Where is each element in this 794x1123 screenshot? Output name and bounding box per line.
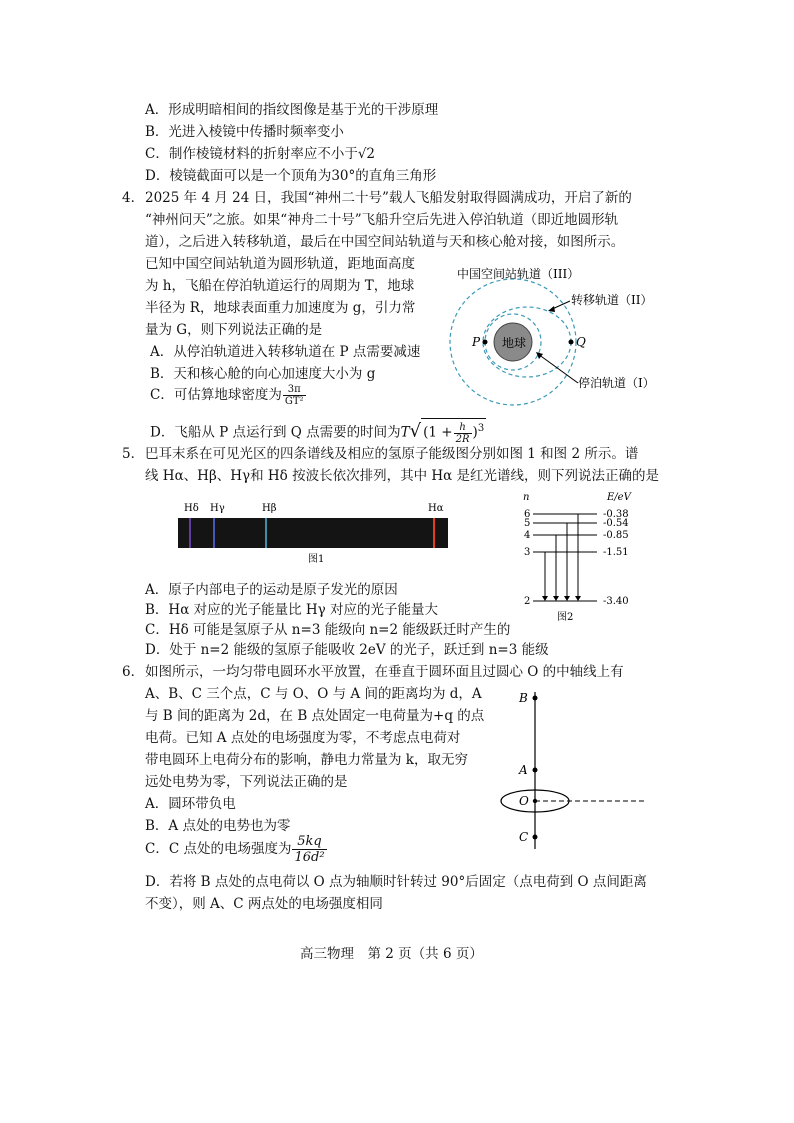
level-n-label: 5 xyxy=(524,518,531,529)
q6-stem-line: 与 B 间的距离为 2d，在 B 点处固定一电荷量为+q 的点 xyxy=(145,708,485,724)
q3-option-c: C．制作棱镜材料的折射率应不小于√2 xyxy=(145,146,376,162)
energy-level-diagram xyxy=(515,488,645,628)
q4-stem-line: 为 h，飞船在停泊轨道运行的周期为 T，地球 xyxy=(145,278,415,294)
point-q xyxy=(569,340,574,345)
field-fraction xyxy=(292,834,326,865)
figure-2-caption: 图2 xyxy=(557,612,574,623)
q4-stem-line: 已知中国空间站轨道为圆形轨道，距地面高度 xyxy=(145,256,415,272)
q5-number: 5． xyxy=(122,446,145,462)
q6-stem-line: 如图所示，一均匀带电圆环水平放置，在垂直于圆环面且过圆心 O 的中轴线上有 xyxy=(145,664,624,680)
h-gamma-label: Hγ xyxy=(210,503,225,514)
density-numerator: 3π xyxy=(283,384,306,396)
level-energy-label: -3.40 xyxy=(603,596,629,607)
point-p xyxy=(483,340,488,345)
density-fraction xyxy=(283,384,306,407)
q6-stem-line: 电荷。已知 A 点处的电场强度为零，不考虑点电荷对 xyxy=(145,730,461,746)
point-b-label: B xyxy=(519,691,528,705)
transition-arrowhead xyxy=(553,596,559,601)
point-o-label: O xyxy=(519,794,529,808)
q6-option-b: B．A 点处的电势也为零 xyxy=(145,818,291,834)
level-n-label: 2 xyxy=(524,596,531,607)
q5-stem-line: 巴耳末系在可见光区的四条谱线及相应的氢原子能级图分别如图 1 和图 2 所示。谱 xyxy=(145,446,639,462)
charged-ring-diagram xyxy=(495,684,655,854)
q3-option-d: D．棱镜截面可以是一个顶角为30°的直角三角形 xyxy=(145,168,437,184)
field-denominator: 16d² xyxy=(294,850,325,865)
space-station-orbit-label: 中国空间站轨道（III） xyxy=(457,267,580,281)
spectrum-band xyxy=(178,518,448,548)
h-delta-label: Hδ xyxy=(184,503,199,514)
transition-arrowhead xyxy=(575,596,581,601)
q4-option-d xyxy=(150,418,486,445)
q5-option-a: A．原子内部电子的运动是原子发光的原因 xyxy=(145,582,398,598)
q4-option-b: B．天和核心舱的向心加速度大小为 g xyxy=(150,366,376,382)
axis-energy-label: E/eV xyxy=(607,492,631,503)
point-c-label: C xyxy=(519,830,529,844)
q6-option-d: D．若将 B 点处的点电荷以 O 点为轴顺时针转过 90°后固定（点电荷到 O 点间距离 xyxy=(145,874,647,890)
orbit-diagram xyxy=(450,262,655,408)
transfer-arrowhead xyxy=(548,306,555,312)
q6-number: 6． xyxy=(122,664,145,680)
q5-option-b: B．Hα 对应的光子能量比 Hγ 对应的光子能量大 xyxy=(145,602,439,618)
q6-option-c xyxy=(145,834,328,865)
sqrt-sign: √ xyxy=(409,420,422,442)
parking-orbit-label: 停泊轨道（I） xyxy=(578,376,655,390)
q4-stem-line: 道），之后进入转移轨道，最后在中国空间站轨道与天和核心舱对接，如图所示。 xyxy=(145,234,625,250)
time-inner: 1 + xyxy=(428,424,453,441)
point-c xyxy=(533,835,538,840)
point-p-label: P xyxy=(472,335,481,349)
level-energy-label: -0.38 xyxy=(603,509,629,520)
q6-option-c-text: C．C 点处的电场强度为 xyxy=(145,841,292,857)
time-denominator: 2R xyxy=(455,433,470,445)
q3-option-a: A．形成明暗相间的指纹图像是基于光的干涉原理 xyxy=(145,102,439,118)
q4-stem-line: 量为 G，则下列说法正确的是 xyxy=(145,322,323,338)
point-q-label: Q xyxy=(576,335,586,349)
q4-stem-line: “神州问天”之旅。如果“神舟二十号”飞船升空后先进入停泊轨道（即近地圆形轨 xyxy=(145,212,619,228)
q5-option-d: D．处于 n=2 能级的氢原子能吸收 2eV 的光子，跃迁到 n=3 能级 xyxy=(145,642,549,658)
density-denominator: GT² xyxy=(284,396,304,407)
spectrum-figure xyxy=(178,496,452,568)
time-fraction xyxy=(454,422,472,445)
q3-option-b: B．光进入棱镜中传播时频率变小 xyxy=(145,124,344,140)
transfer-orbit-label: 转移轨道（II） xyxy=(571,293,653,307)
level-n-label: 3 xyxy=(524,547,531,558)
q4-option-d-text: D．飞船从 P 点运行到 Q 点需要的时间为 xyxy=(150,424,401,441)
field-numerator: 5kq xyxy=(292,834,326,850)
earth-label: 地球 xyxy=(502,336,527,350)
q6-option-d-cont: 不变），则 A、C 两点处的电场强度相同 xyxy=(145,896,383,912)
q5-option-c: C．Hδ 可能是氢原子从 n=3 能级向 n=2 能级跃迁时产生的 xyxy=(145,622,511,638)
level-energy-label: -0.54 xyxy=(603,518,629,529)
h-alpha-label: Hα xyxy=(428,503,444,514)
q6-stem-line: 远处电势为零，下列说法正确的是 xyxy=(145,774,348,790)
time-exponent: 3 xyxy=(477,423,485,434)
axis-n-label: n xyxy=(523,492,530,503)
point-a xyxy=(533,768,538,773)
point-o xyxy=(533,799,537,803)
transition-arrowhead xyxy=(564,596,570,601)
q6-stem-line: A、B、C 三个点，C 与 O、O 与 A 间的距离均为 d，A xyxy=(145,686,482,702)
q4-option-a: A．从停泊轨道进入转移轨道在 P 点需要减速 xyxy=(150,344,421,360)
point-b xyxy=(533,696,538,701)
page-footer: 高三物理 第 2 页（共 6 页） xyxy=(300,946,483,962)
level-energy-label: -0.85 xyxy=(603,530,629,541)
q4-stem-line: 2025 年 4 月 24 日，我国“神州二十号”载人飞船发射取得圆满成功，开启了新的 xyxy=(145,190,632,206)
q4-number: 4． xyxy=(122,190,145,206)
q6-option-a: A．圆环带负电 xyxy=(145,796,236,812)
q4-option-c xyxy=(150,384,307,407)
q4-option-c-text: C．可估算地球密度为 xyxy=(150,387,282,403)
figure-1-caption: 图1 xyxy=(308,554,325,565)
time-numerator: h xyxy=(454,422,472,434)
sqrt-radicand: (1 + $\frac{h}{2R}$ )$^3$ xyxy=(421,418,486,445)
q5-stem-line: 线 Hα、Hβ、Hγ和 Hδ 按波长依次排列，其中 Hα 是红光谱线，则下列说法正确的是 xyxy=(145,468,660,484)
h-beta-label: Hβ xyxy=(262,503,277,514)
transition-arrowhead xyxy=(542,596,548,601)
period-symbol: T xyxy=(400,424,410,441)
level-n-label: 4 xyxy=(524,530,531,541)
level-n-label: 6 xyxy=(524,509,531,520)
point-a-label: A xyxy=(519,763,528,777)
q6-stem-line: 带电圆环上电荷分布的影响，静电力常量为 k，取无穷 xyxy=(145,752,468,768)
parking-pointer xyxy=(538,354,578,383)
q4-stem-line: 半径为 R，地球表面重力加速度为 g，引力常 xyxy=(145,300,416,316)
level-energy-label: -1.51 xyxy=(603,547,629,558)
